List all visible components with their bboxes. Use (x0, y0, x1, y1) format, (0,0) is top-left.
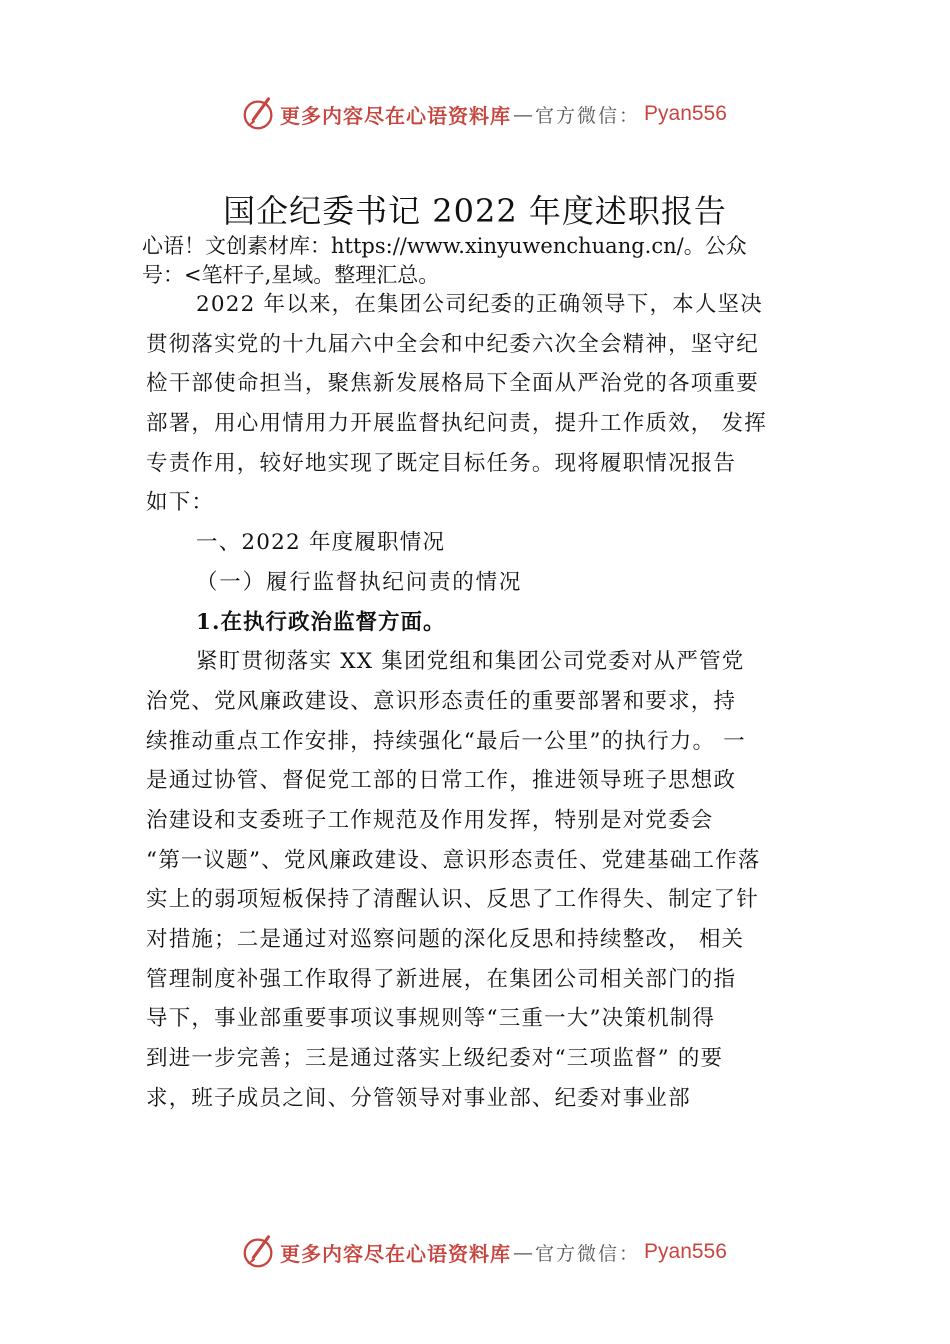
paragraph-line: 治党、党风廉政建设、意识形态责任的重要部署和要求，持 (146, 688, 737, 714)
banner-wechat-label: 官方微信： (535, 1242, 641, 1265)
banner-slogan: 更多内容尽在心语资料库 (280, 103, 511, 128)
banner-separator: — (513, 102, 533, 126)
paragraph-line: 检干部使命担当，聚焦新发展格局下全面从严治党的各项重要 (146, 371, 759, 397)
paragraph-line: 治建设和支委班子工作规范及作用发挥，特别是对党委会 (146, 807, 714, 833)
paragraph-line: 紧盯贯彻落实 XX 集团党组和集团公司党委对从严管党 (196, 649, 745, 675)
footer-banner (240, 1232, 727, 1272)
banner-wechat-label: 官方微信： (535, 104, 641, 127)
source-note (142, 232, 834, 290)
source-note-line: 号：<笔杆子,星域。整理汇总。 (142, 263, 440, 287)
paragraph-line: 专责作用，较好地实现了既定目标任务。现将履职情况报告 (146, 450, 737, 476)
source-note-line: 心语！文创素材库：https://www.xinyuwenchuang.cn/。公众 (142, 234, 747, 258)
brush-logo-icon (240, 1233, 278, 1271)
brush-logo-icon (240, 95, 278, 133)
paragraph-line: 是通过协管、督促党工部的日常工作，推进领导班子思想政 (146, 768, 737, 794)
section-heading: 一、2022 年度履职情况 (196, 530, 446, 556)
paragraph-line: 对措施；二是通过对巡察问题的深化反思和持续整改， 相关 (146, 927, 745, 952)
document-body (146, 285, 826, 1118)
paragraph-line: 管理制度补强工作取得了新进展，在集团公司相关部门的指 (146, 966, 737, 992)
banner-wechat-id: Pyan556 (644, 1240, 727, 1263)
banner-separator: — (513, 1240, 533, 1264)
paragraph-line: 续推动重点工作安排，持续强化“最后一公里”的执行力。 一 (146, 728, 746, 754)
item-heading: 1.在执行政治监督方面。 (196, 609, 446, 635)
document-title: 国企纪委书记 2022 年度述职报告 (223, 192, 727, 230)
paragraph-line: 2022 年以来，在集团公司纪委的正确领导下，本人坚决 (196, 292, 763, 317)
paragraph-line: 实上的弱项短板保持了清醒认识、反思了工作得失、制定了针 (146, 887, 759, 913)
paragraph-line: 部署，用心用情用力开展监督执纪问责，提升工作质效， 发挥 (146, 411, 767, 437)
paragraph-line: 到进一步完善；三是通过落实上级纪委对“三项监督” 的要 (146, 1046, 724, 1072)
paragraph-line: “第一议题”、党风廉政建设、意识形态责任、党建基础工作落 (146, 847, 761, 873)
header-banner (240, 94, 727, 134)
banner-wechat-id: Pyan556 (644, 102, 727, 125)
subsection-heading: （一）履行监督执纪问责的情况 (196, 569, 523, 595)
banner-slogan: 更多内容尽在心语资料库 (280, 1241, 511, 1266)
paragraph-line: 贯彻落实党的十九届六中全会和中纪委六次全会精神，坚守纪 (146, 331, 759, 357)
paragraph-line: 如下： (146, 490, 215, 516)
paragraph-line: 求，班子成员之间、分管领导对事业部、纪委对事业部 (146, 1085, 691, 1111)
paragraph-line: 导下，事业部重要事项议事规则等“三重一大”决策机制得 (146, 1006, 716, 1032)
